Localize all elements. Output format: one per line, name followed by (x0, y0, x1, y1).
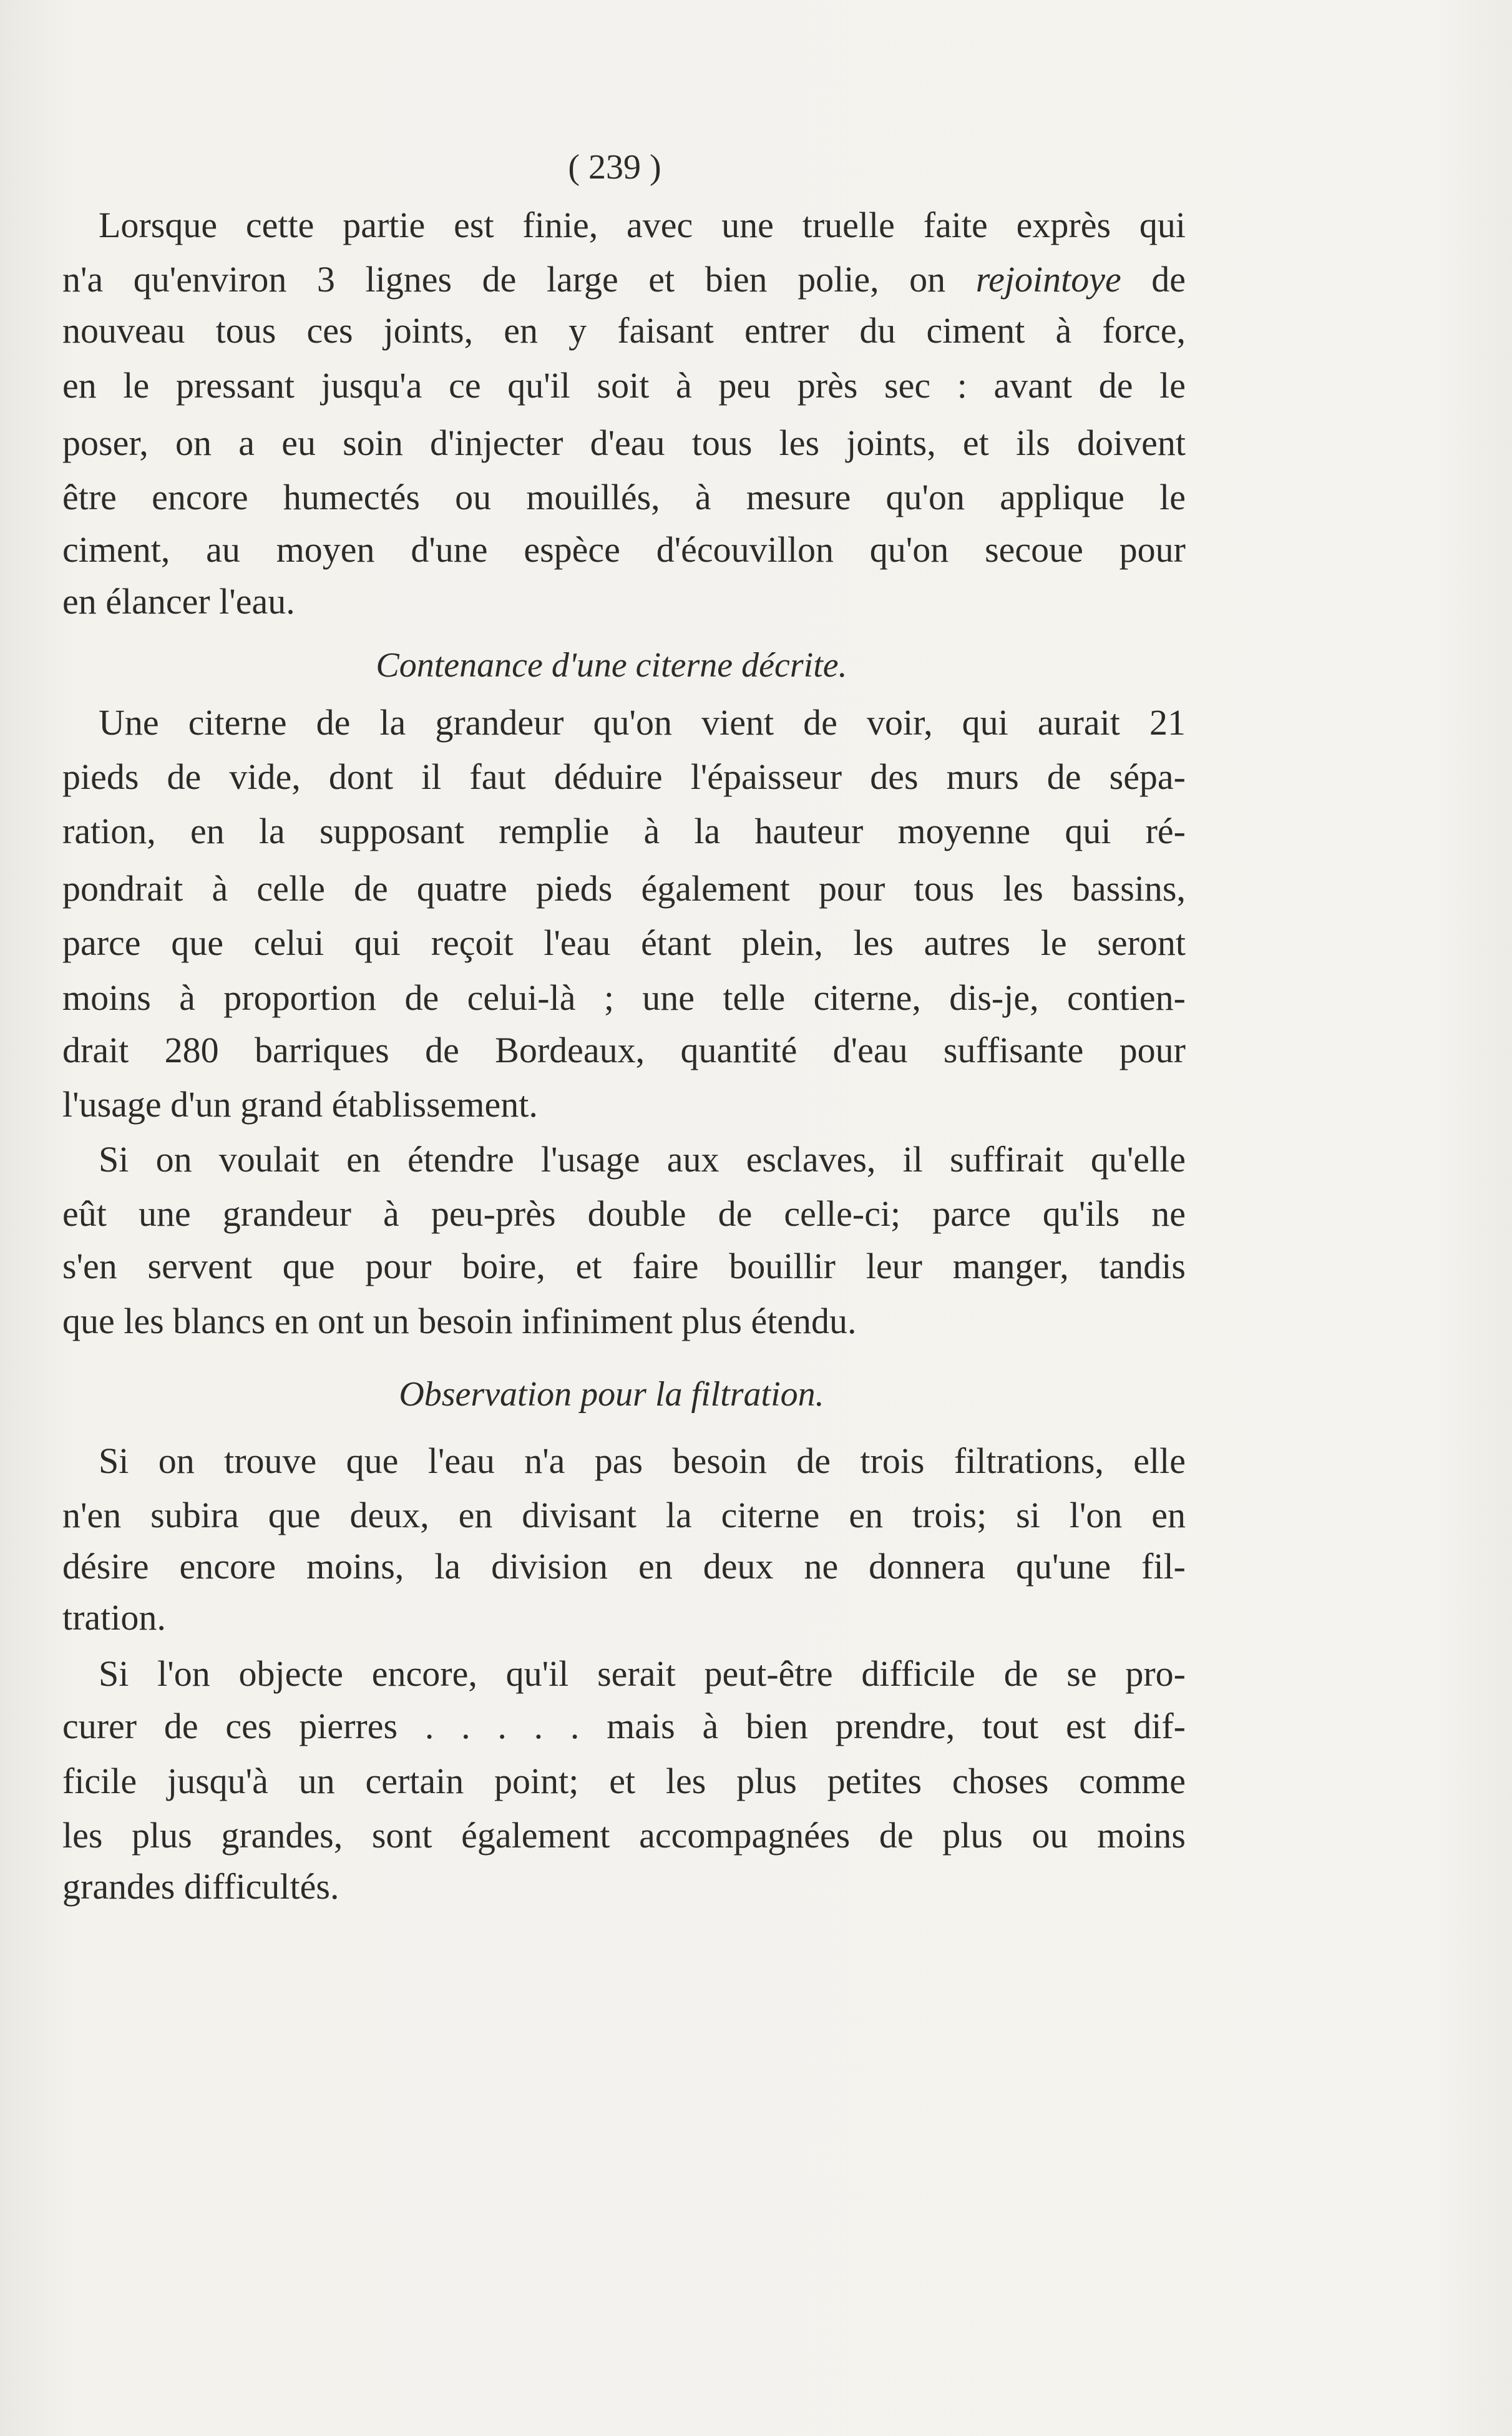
paragraph-line: drait 280 barriques de Bordeaux, quantité d'eau suffisante pour (62, 1030, 1186, 1071)
paragraph-line: Si on voulait en étendre l'usage aux esclaves, il suffirait qu'elle (99, 1138, 1186, 1180)
paragraph-line: eût une grandeur à peu-près double de celle-ci; parce qu'ils ne (62, 1193, 1186, 1234)
paragraph-line: grandes difficultés. (62, 1866, 339, 1907)
paragraph-line: Si on trouve que l'eau n'a pas besoin de trois filtrations, elle (99, 1440, 1186, 1481)
paragraph-line: Une citerne de la grandeur qu'on vient de voir, qui aurait 21 (99, 702, 1186, 743)
section-heading: Contenance d'une citerne décrite. (376, 645, 847, 685)
paragraph-line: ficile jusqu'à un certain point; et les plus petites choses comme (62, 1760, 1186, 1801)
paragraph-line: en élancer l'eau. (62, 580, 295, 622)
paragraph-line: parce que celui qui reçoit l'eau étant plein, les autres le seront (62, 922, 1186, 964)
paragraph-line: pondrait à celle de quatre pieds également pour tous les bassins, (62, 868, 1186, 909)
paragraph-line: s'en servent que pour boire, et faire bouillir leur manger, tandis (62, 1246, 1186, 1287)
paragraph-line: ciment, au moyen d'une espèce d'écouvillon qu'on secoue pour (62, 529, 1186, 570)
paragraph-line: que les blancs en ont un besoin infiniment plus étendu. (62, 1300, 857, 1341)
page-number: ( 239 ) (568, 148, 661, 187)
paragraph-line: en le pressant jusqu'a ce qu'il soit à peu près sec : avant de le (62, 364, 1186, 406)
paragraph-line: n'a qu'environ 3 lignes de large et bien polie, on rejointoye de (62, 259, 1186, 300)
paragraph-line: pieds de vide, dont il faut déduire l'épaisseur des murs de sépa- (62, 756, 1186, 797)
paragraph-line: Lorsque cette partie est finie, avec une truelle faite exprès qui (99, 205, 1186, 246)
paragraph-line: nouveau tous ces joints, en y faisant entrer du ciment à force, (62, 310, 1186, 351)
paragraph-line: les plus grandes, sont également accompagnées de plus ou moins (62, 1814, 1186, 1856)
paragraph-line: poser, on a eu soin d'injecter d'eau tous les joints, et ils doivent (62, 422, 1186, 463)
paragraph-line: l'usage d'un grand établissement. (62, 1084, 538, 1125)
paragraph-line: tration. (62, 1597, 166, 1638)
paragraph-line: désire encore moins, la division en deux ne donnera qu'une fil- (62, 1545, 1186, 1587)
paragraph-line: être encore humectés ou mouillés, à mesure qu'on applique le (62, 476, 1186, 517)
paragraph-line: curer de ces pierres . . . . . mais à bien prendre, tout est dif- (62, 1706, 1186, 1747)
paragraph-line: ration, en la supposant remplie à la hauteur moyenne qui ré- (62, 811, 1186, 852)
section-heading: Observation pour la filtration. (399, 1374, 824, 1414)
paragraph-line: moins à proportion de celui-là ; une telle citerne, dis-je, contien- (62, 977, 1186, 1018)
paragraph-line: n'en subira que deux, en divisant la citerne en trois; si l'on en (62, 1494, 1186, 1535)
paragraph-line: Si l'on objecte encore, qu'il serait peut-être difficile de se pro- (99, 1653, 1186, 1694)
